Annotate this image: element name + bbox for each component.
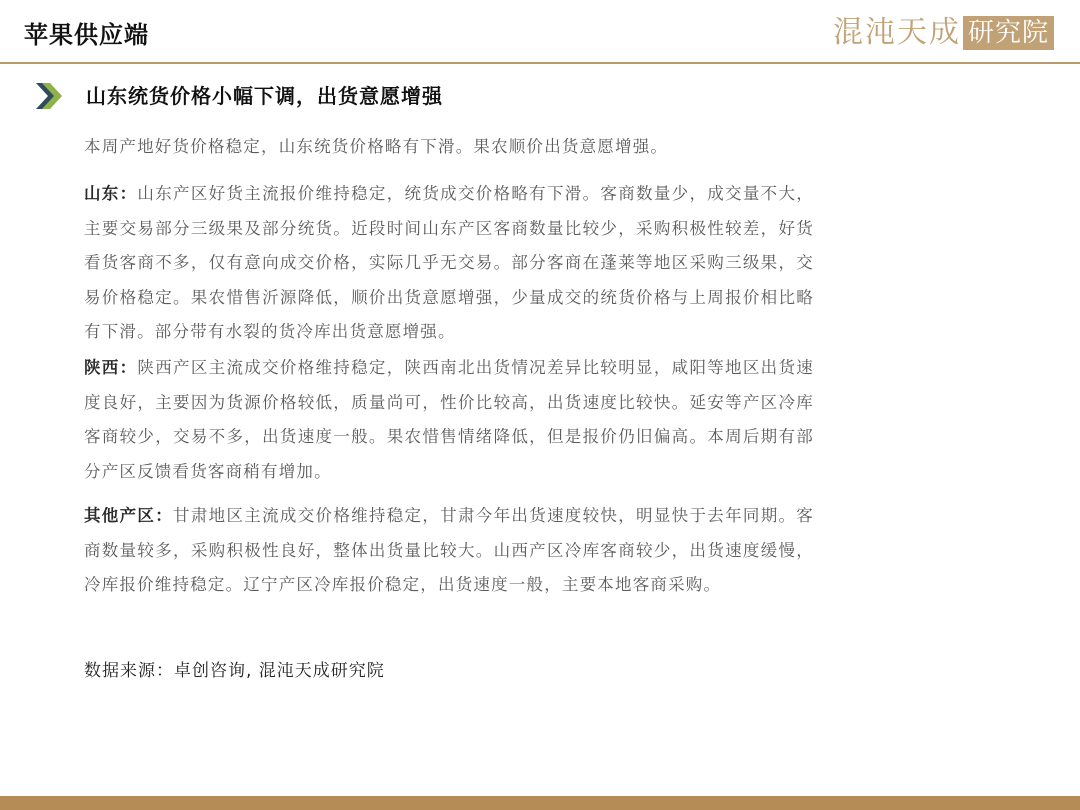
shandong-text: 山东产区好货主流报价维持稳定，统货成交价格略有下滑。客商数量少，成交量不大，主要交易部分三级果及部分统货。近段时间山东产区客商数量比较少，采购积极性较差，好货看货客商不多，仅有意向成交价格，实际几乎无交易。部分客商在蓬莱等地区采购三级果，交易价格稳定。果农惜售沂源降低，顺价出货意愿增强，少量成交的统货价格与上周报价相比略有下滑。部分带有水裂的货冷库出货意愿增强。	[84, 184, 814, 341]
intro-paragraph: 本周产地好货价格稳定，山东统货价格略有下滑。果农顺价出货意愿增强。	[84, 137, 669, 156]
footer-bar	[0, 796, 1080, 810]
other-regions-label: 其他产区：	[84, 506, 174, 525]
logo-text: 混沌天成	[832, 15, 961, 50]
shaanxi-text: 陕西产区主流成交价格维持稳定，陕西南北出货情况差异比较明显，咸阳等地区出货速度良好，主要因为货源价格较低，质量尚可，性价比较高，出货速度比较快。延安等产区冷库客商较少，交易不多，出货速度一般。果农惜售情绪降低，但是报价仍旧偏高。本周后期有部分产区反馈看货客商稍有增加。	[84, 358, 814, 481]
section-title: 山东统货价格小幅下调，出货意愿增强	[86, 84, 443, 108]
brand-logo	[833, 14, 1054, 52]
shaanxi-paragraph	[84, 351, 814, 489]
shandong-paragraph	[84, 177, 814, 350]
shandong-label: 山东：	[84, 184, 138, 203]
chevron-right-icon	[36, 83, 68, 109]
logo-box-text: 研究院	[963, 16, 1054, 50]
page-title: 苹果供应端	[24, 21, 149, 49]
data-source: 数据来源：卓创咨询, 混沌天成研究院	[84, 661, 385, 681]
section-heading	[36, 82, 443, 110]
other-regions-paragraph	[84, 499, 814, 603]
other-regions-text: 甘肃地区主流成交价格维持稳定，甘肃今年出货速度较快，明显快于去年同期。客商数量较多，采购积极性良好，整体出货量比较大。山西产区冷库客商较少，出货速度缓慢，冷库报价维持稳定。辽宁产区冷库报价稳定，出货速度一般，主要本地客商采购。	[84, 506, 815, 594]
shaanxi-label: 陕西：	[84, 358, 138, 377]
header-divider	[0, 62, 1080, 64]
